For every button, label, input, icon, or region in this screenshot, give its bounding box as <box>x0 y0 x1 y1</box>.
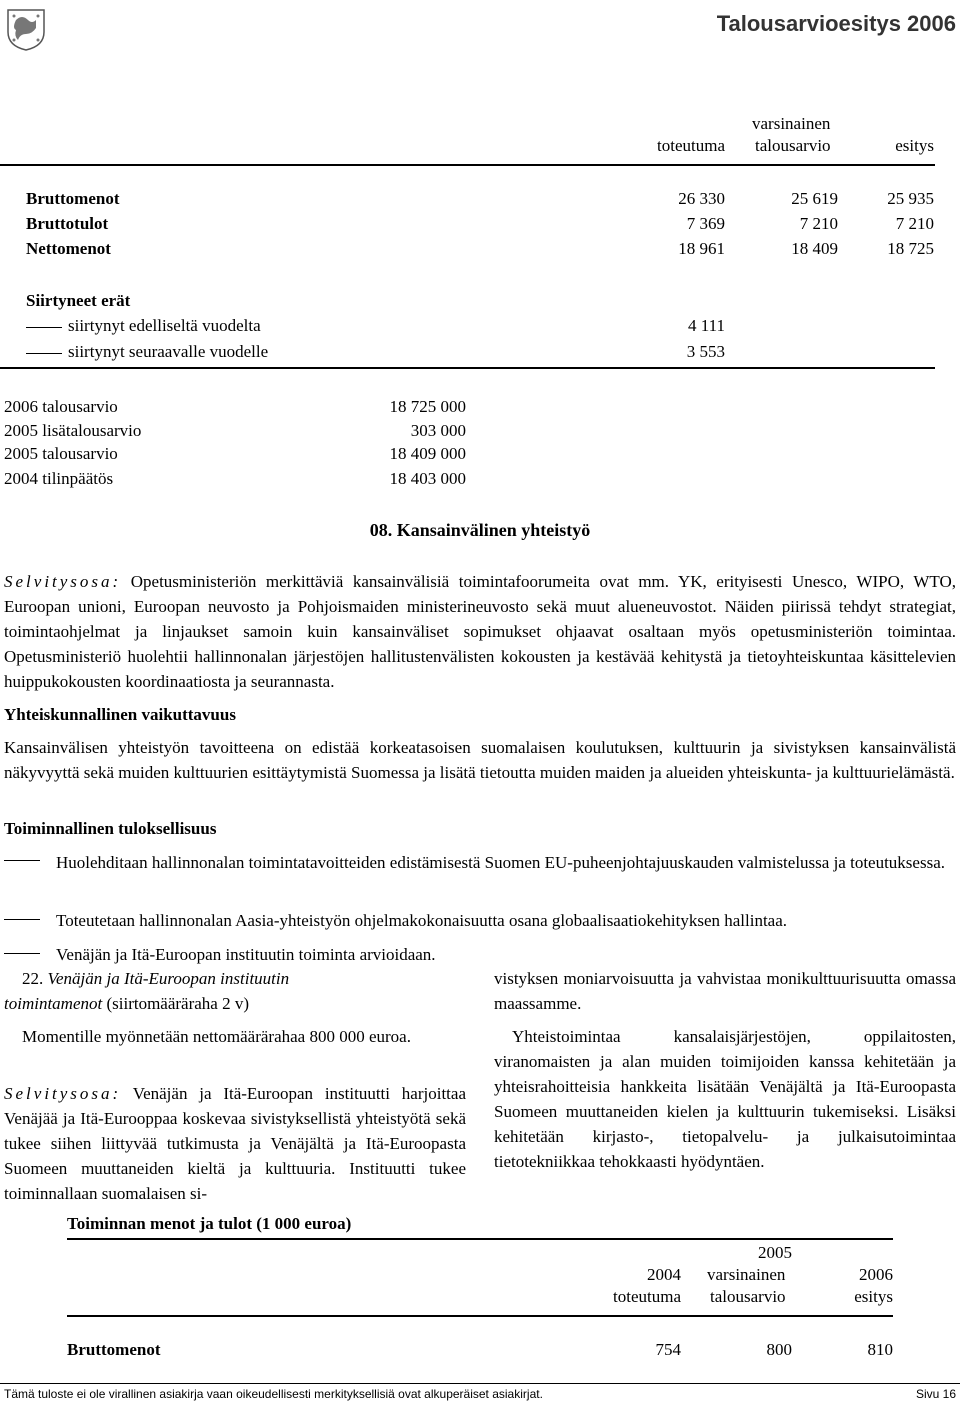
row-label: Bruttomenot <box>67 1340 161 1359</box>
budget-label: 2004 tilinpäätös <box>4 469 114 488</box>
col-header-varsinainen: varsinainen <box>752 114 831 133</box>
right-paragraph-1: vistyksen moniarvoisuutta ja vahvistaa monikulttuurisuutta omassa maassamme. <box>494 969 956 1013</box>
col-header-talousarvio: talousarvio <box>710 1287 786 1306</box>
section-title: 08. Kansainvälinen yhteistyö <box>369 520 591 540</box>
col-header-2005: 2005 <box>758 1243 792 1262</box>
yhteiskunnallinen-text: Kansainvälisen yhteistyön tavoitteena on edistää korkeatasoisen suomalaisen koulutuksen, kulttuurin ja sivistyksen kansainvälistä näkyvyyttä sekä muiden kulttuurien esittäytymistä Suomessa ja lisätä tietoutta muiden maiden ja alueiden yhteiskunta- ja kulttuurielämästä. <box>4 738 956 782</box>
budget-value: 18 725 000 <box>389 397 466 416</box>
footer-rule <box>0 1383 960 1384</box>
row-value: 25 619 <box>791 189 838 208</box>
selvitysosa-paragraph <box>4 569 956 694</box>
document-title: Talousarvioesitys 2006 <box>716 11 956 36</box>
moment-title-line1: Venäjän ja Itä-Euroopan instituutin <box>47 969 290 988</box>
bullet-dash-icon <box>4 919 40 920</box>
table1-header-rule <box>0 164 935 166</box>
col-header-esitys: esitys <box>854 1287 893 1306</box>
selvitysosa-text: Opetusministeriön merkittäviä kansainvälisiä toimintafoorumeita ovat mm. YK, erityisesti Unesco, WIPO, WTO, Euroopan unioni, Euroopan neuvosto ja Pohjoismaiden ministerineuvosto sekä muut alueneuvostot. Näiden piirissä tehdyt strategiat, toimintaohjelmat ja linjaukset samoin kuin kansainväliset sopimukset ohjaavat osaltaan myös opetusministeriön toimintaa. Opetusministeriö huolehtii hallinnonalan järjestöjen hallitustenvälisten kokousten ja kestävää kehitystä ja tietoyhteiskuntaa käsittelevien huippukokousten koordinaatiosta ja seurannasta. <box>4 572 957 691</box>
budget-label: 2006 talousarvio <box>4 397 118 416</box>
siirtyneet-title: Siirtyneet erät <box>26 291 131 310</box>
row-label: Nettomenot <box>26 239 111 258</box>
row-value: 18 961 <box>678 239 725 258</box>
table2-title-rule <box>67 1238 893 1240</box>
col-header-2006: 2006 <box>859 1265 893 1284</box>
col-header-varsinainen: varsinainen <box>707 1265 786 1284</box>
finnish-coat-of-arms-icon <box>4 6 48 52</box>
moment-selvitysosa-text: Venäjän ja Itä-Euroopan instituutti harjoittaa Venäjää ja Itä-Eurooppaa koskevaa sivistyksellistä yhteistyötä sekä tukee siihen liittyvää tutkimusta ja Venäjältä ja Itä-Euroopasta Suomeen muuttaneiden kieltä ja kulttuuria. Instituutti tukee toiminnallaan suomalaisen si- <box>4 1084 466 1203</box>
moment-appropriation: Momentille myönnetään nettomäärärahaa 800 000 euroa. <box>22 1027 411 1046</box>
moment-title-line2: toimintamenot <box>4 994 103 1013</box>
budget-label: 2005 lisätalousarvio <box>4 421 142 440</box>
row-value: 7 369 <box>686 214 725 233</box>
col-header-esitys: esitys <box>895 136 934 155</box>
table2-title: Toiminnan menot ja tulot (1 000 euroa) <box>67 1214 352 1233</box>
col-header-toteutuma: toteutuma <box>657 136 725 155</box>
bullet-dash-icon <box>4 860 40 861</box>
siirtynyt-edelliselta-value: 4 111 <box>688 316 725 335</box>
row-value: 26 330 <box>678 189 725 208</box>
bullet-text: Huolehditaan hallinnonalan toimintatavoitteiden edistämisestä Suomen EU-puheenjohtajuuskauden valmistelussa ja toteutuksessa. <box>56 853 945 872</box>
row-label: Bruttomenot <box>26 189 120 208</box>
dash-icon <box>26 353 62 354</box>
page-number: Sivu 16 <box>915 1387 956 1401</box>
col-header-2004: 2004 <box>647 1265 681 1284</box>
dash-icon <box>26 327 62 328</box>
col-header-toteutuma: toteutuma <box>613 1287 681 1306</box>
col-header-talousarvio: talousarvio <box>755 136 831 155</box>
row-value: 25 935 <box>887 189 934 208</box>
table2-header-rule <box>67 1315 893 1317</box>
toiminnallinen-heading: Toiminnallinen tuloksellisuus <box>4 819 217 838</box>
row-value: 800 <box>766 1340 792 1359</box>
moment-title <box>4 966 466 1016</box>
row-value: 18 725 <box>887 239 934 258</box>
siirtynyt-edelliselta-label: siirtynyt edelliseltä vuodelta <box>26 315 261 337</box>
right-paragraph-2: Yhteistoimintaa kansalaisjärjestöjen, oppilaitosten, viranomaisten ja alan muiden toimijoiden kanssa kehitetään ja yhteisrahoitteisia hankkeita lisätään Venäjältä ja Itä-Euroopasta Suomeen muuttaneiden kielen ja kulttuurin tukemiseksi. Lisäksi kehitetään kirjasto-, tietopalvelu- ja julkaisutoimintaa tietotekniikkaa tehokkaasti hyödyntäen. <box>494 1027 956 1171</box>
budget-value: 18 409 000 <box>389 444 466 463</box>
row-value: 7 210 <box>895 214 934 233</box>
row-value: 7 210 <box>799 214 838 233</box>
row-value: 754 <box>655 1340 681 1359</box>
bullet-text: Venäjän ja Itä-Euroopan instituutin toiminta arvioidaan. <box>56 945 436 964</box>
footer-disclaimer: Tämä tuloste ei ole virallinen asiakirja vaan oikeudellisesti merkityksellisiä ovat alkuperäiset asiakirjat. <box>4 1387 543 1401</box>
moment-selvitysosa <box>4 1081 466 1206</box>
bullet-dash-icon <box>4 953 40 954</box>
yhteiskunnallinen-heading: Yhteiskunnallinen vaikuttavuus <box>4 705 236 724</box>
budget-label: 2005 talousarvio <box>4 444 118 463</box>
row-label: Bruttotulot <box>26 214 109 233</box>
row-value: 18 409 <box>791 239 838 258</box>
budget-value: 18 403 000 <box>389 469 466 488</box>
siirtynyt-seuraavalle-label: siirtynyt seuraavalle vuodelle <box>26 341 268 363</box>
moment-title-suffix: (siirtomääräraha 2 v) <box>106 994 250 1013</box>
budget-value: 303 000 <box>410 421 466 440</box>
moment-number: 22. <box>22 969 44 988</box>
selvitysosa-label: Selvitysosa: <box>4 1084 122 1103</box>
row-value: 810 <box>867 1340 893 1359</box>
bullet-text: Toteutetaan hallinnonalan Aasia-yhteistyön ohjelmakokonaisuutta osana globaalisaatiokehityksen hallintaa. <box>56 911 788 930</box>
table1-bottom-rule <box>0 367 935 369</box>
siirtynyt-seuraavalle-value: 3 553 <box>686 342 725 361</box>
selvitysosa-label: Selvitysosa: <box>4 572 122 591</box>
